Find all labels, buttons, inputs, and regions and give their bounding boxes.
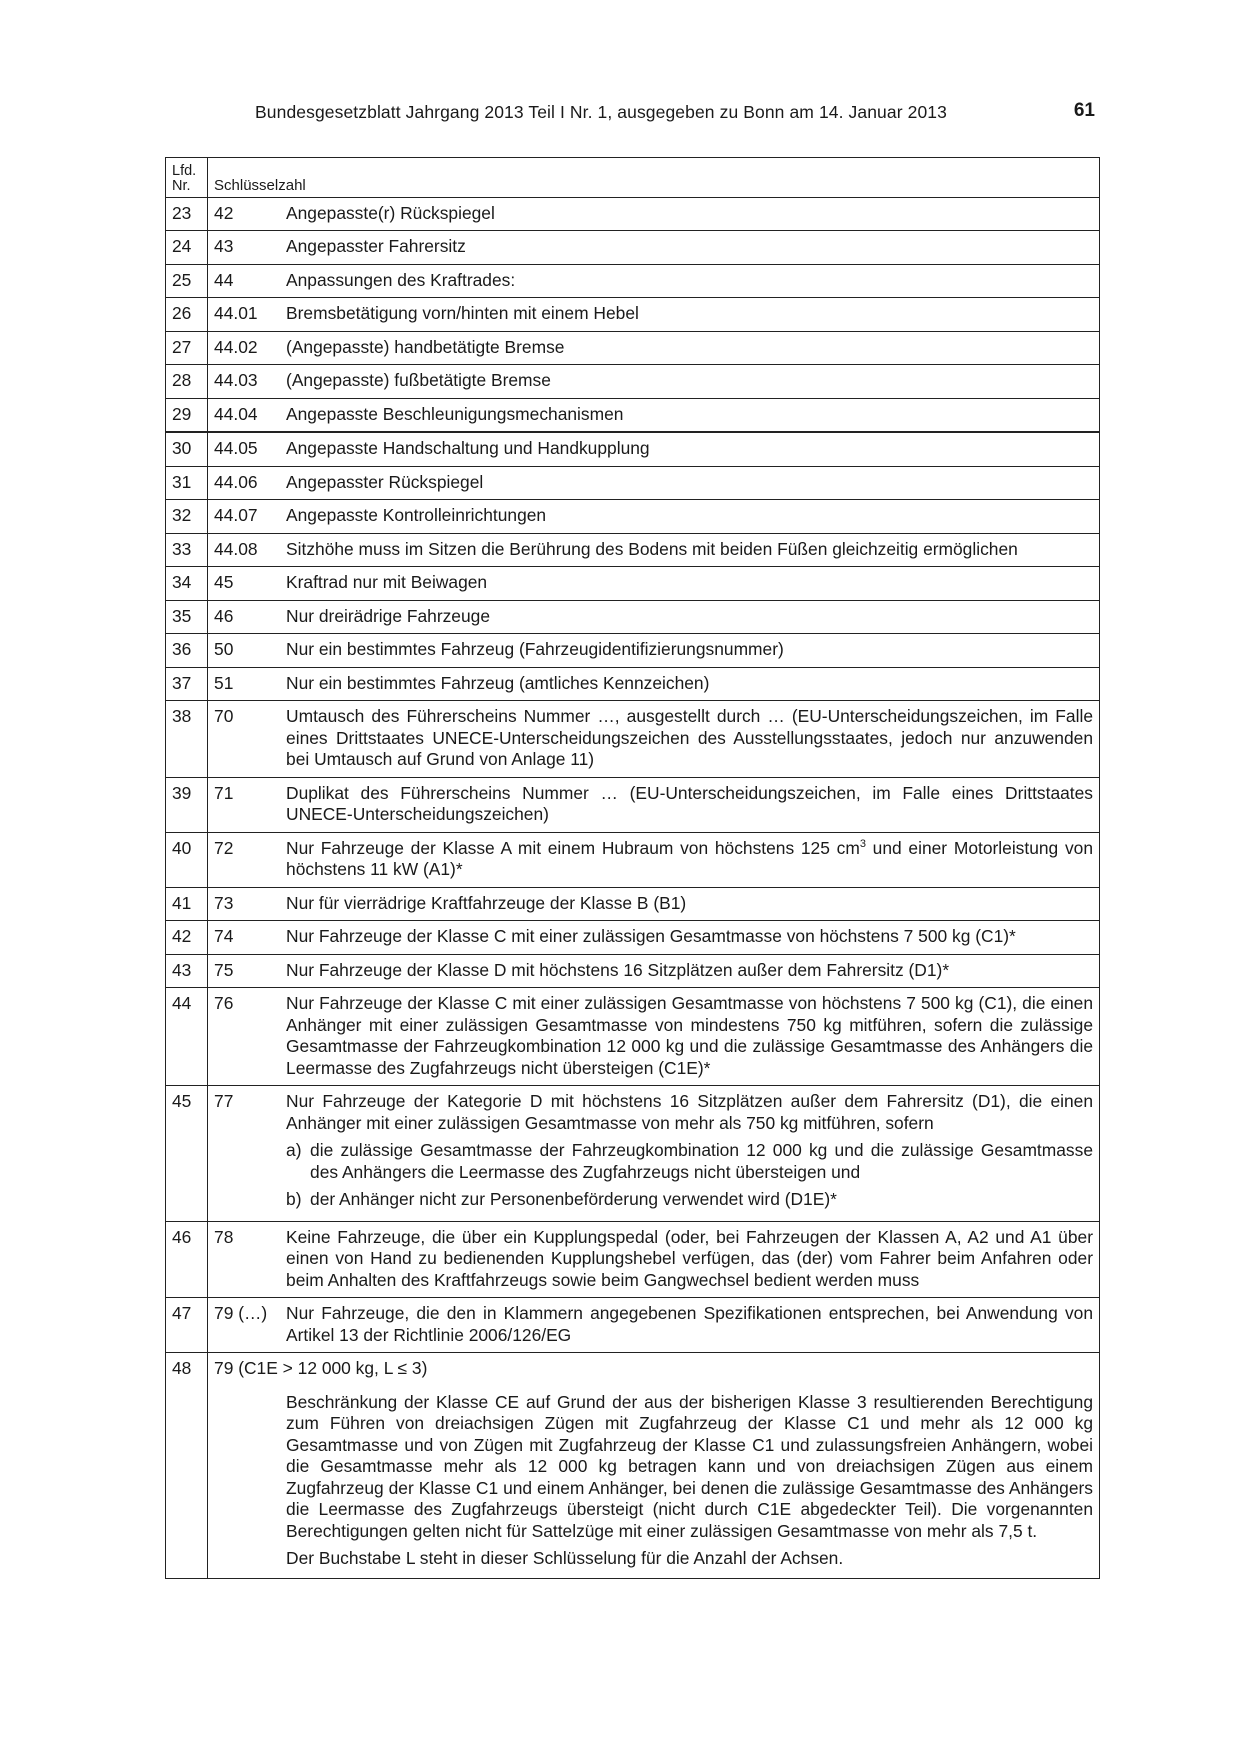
page-header xyxy=(165,100,1095,126)
key-number: 44.05 xyxy=(214,438,258,458)
key-number-cell xyxy=(208,264,1100,298)
key-number: 45 xyxy=(214,572,234,592)
description-text: Angepasste Beschleunigungsmechanismen xyxy=(286,403,624,424)
key-number: 46 xyxy=(214,605,234,626)
description-text: Duplikat des Führerscheins Nummer … (EU-Unterscheidungszeichen, im Falle eines Drittstaates UNECE-Unterscheidungszeichen) xyxy=(286,782,1093,824)
key-number-cell xyxy=(208,1221,1100,1298)
table-row xyxy=(166,533,1100,567)
key-number: 78 xyxy=(214,1226,234,1247)
description-text: Angepasste Handschaltung und Handkupplung xyxy=(286,438,650,458)
key-number-cell xyxy=(208,701,1100,778)
key-number-table xyxy=(165,157,1100,1579)
description-text: Angepasste(r) Rückspiegel xyxy=(286,202,495,223)
key-number-cell xyxy=(208,500,1100,534)
row-number-cell: 40 xyxy=(166,832,208,887)
row-number-cell: 28 xyxy=(166,365,208,399)
key-number-cell xyxy=(208,197,1100,231)
key-number-cell xyxy=(208,1086,1100,1222)
key-number: 76 xyxy=(214,993,234,1013)
key-description xyxy=(286,668,1099,701)
description-text: Anpassungen des Kraftrades: xyxy=(286,269,516,290)
row-number-cell: 31 xyxy=(166,466,208,500)
key-description xyxy=(286,1298,1099,1352)
key-number: 72 xyxy=(214,837,234,858)
row-number-cell: 47 xyxy=(166,1298,208,1353)
description-text: Nur Fahrzeuge der Kategorie D mit höchstens 16 Sitzplätzen außer dem Fahrersitz (D1), die einen Anhänger mit einer zulässigen Gesamtmasse von mehr als 750 kg mitführen, sofern xyxy=(286,1091,1093,1133)
description-text: Angepasste Kontrolleinrichtungen xyxy=(286,505,547,525)
table-row xyxy=(166,667,1100,701)
row-number-cell: 39 xyxy=(166,777,208,832)
table-row xyxy=(166,600,1100,634)
row-number-cell: 38 xyxy=(166,701,208,778)
key-number-cell xyxy=(208,887,1100,921)
description-text: Nur Fahrzeuge der Klasse A mit einem Hubraum von höchstens 125 cm xyxy=(286,837,860,858)
key-number-cell xyxy=(208,1298,1100,1353)
description-text: Sitzhöhe muss im Sitzen die Berührung des Bodens mit beiden Füßen gleichzeitig ermöglichen xyxy=(286,538,1018,559)
row-number-cell: 32 xyxy=(166,500,208,534)
description-text: Nur Fahrzeuge der Klasse C mit einer zulässigen Gesamtmasse von höchstens 7 500 kg (C1)* xyxy=(286,926,1016,946)
key-description xyxy=(286,433,1099,466)
key-description xyxy=(286,833,1099,887)
table-row xyxy=(166,634,1100,668)
description-text: Umtausch des Führerscheins Nummer …, ausgestellt durch … (EU-Unterscheidungszeichen, im Falle eines Drittstaates UNECE-Unterscheidungszeichen des Ausstellungsstaates, jedoch nur anzuwenden bei Umtausch auf Grund von Anlage 11) xyxy=(286,706,1093,769)
row-number-cell: 26 xyxy=(166,298,208,332)
key-number-cell xyxy=(208,600,1100,634)
key-number: 44.08 xyxy=(214,538,258,559)
row-number-cell: 41 xyxy=(166,887,208,921)
key-number: 42 xyxy=(214,202,234,223)
key-description xyxy=(286,332,1099,365)
row-number-cell: 43 xyxy=(166,954,208,988)
row-number-cell: 46 xyxy=(166,1221,208,1298)
key-description xyxy=(286,567,1099,600)
table-row xyxy=(166,264,1100,298)
description-text: Bremsbetätigung vorn/hinten mit einem Hebel xyxy=(286,303,639,323)
key-number: 44.02 xyxy=(214,336,258,357)
description-text: Nur Fahrzeuge der Klasse C mit einer zulässigen Gesamtmasse von höchstens 7 500 kg (C1), die einen Anhänger mit einer zulässigen Gesamtmasse von mindestens 750 kg mitführen, sofern die zulässige Gesamtmasse der Fahrzeugkombination 12 000 kg und die zulässige Gesamtmasse des Anhängers die Leermasse des Zugfahrzeugs nicht übersteigen (C1E)* xyxy=(286,993,1093,1078)
column-header-lfd-line1: Lfd. xyxy=(172,163,197,179)
key-number-cell xyxy=(208,988,1100,1086)
key-number: 51 xyxy=(214,672,234,693)
key-number-cell xyxy=(208,298,1100,332)
table-row xyxy=(166,298,1100,332)
key-number-cell xyxy=(208,331,1100,365)
table-row xyxy=(166,432,1100,466)
table-row xyxy=(166,331,1100,365)
row-number-cell: 29 xyxy=(166,398,208,432)
table-row xyxy=(166,466,1100,500)
description-text: Nur ein bestimmtes Fahrzeug (amtliches Kennzeichen) xyxy=(286,672,710,693)
description-text: Nur Fahrzeuge der Klasse D mit höchstens 16 Sitzplätzen außer dem Fahrersitz (D1)* xyxy=(286,959,950,980)
key-number-cell xyxy=(208,432,1100,466)
table-row xyxy=(166,365,1100,399)
table-row xyxy=(166,832,1100,887)
row-number-cell: 25 xyxy=(166,264,208,298)
row-number-cell: 35 xyxy=(166,600,208,634)
table-row xyxy=(166,954,1100,988)
key-description xyxy=(286,298,1099,331)
key-description xyxy=(286,778,1099,832)
key-number: 44.07 xyxy=(214,505,258,525)
key-number: 71 xyxy=(214,782,234,803)
row-number-cell: 24 xyxy=(166,231,208,265)
list-item-label: a) xyxy=(286,1140,302,1160)
description-text: Keine Fahrzeuge, die über ein Kupplungspedal (oder, bei Fahrzeugen der Klassen A, A2 und A1 über einen von Hand zu bedienenden Kupplungshebel verfügen, das (der) vom Fahrer beim Anfahren oder beim Anhalten des Kraftfahrzeugs sowie beim Gangwechsel bedient werden muss xyxy=(286,1226,1093,1290)
description-text: (Angepasste) handbetätigte Bremse xyxy=(286,336,565,357)
list-item-text: die zulässige Gesamtmasse der Fahrzeugkombination 12 000 kg und die zulässige Gesamtmasse des Anhängers die Leermasse des Zugfahrzeugs nicht übersteigen und xyxy=(310,1140,1093,1182)
description-text: Angepasster Rückspiegel xyxy=(286,471,484,492)
key-number: 44.01 xyxy=(214,303,258,323)
key-number: 44.04 xyxy=(214,403,258,424)
row-number-cell: 44 xyxy=(166,988,208,1086)
key-description xyxy=(286,467,1099,500)
key-number: 44.03 xyxy=(214,370,258,390)
key-description xyxy=(286,1086,1099,1221)
description-text: Nur Fahrzeuge, die den in Klammern angegebenen Spezifikationen entsprechen, bei Anwendung von Artikel 13 der Richtlinie 2006/126/EG xyxy=(286,1303,1093,1345)
description-text: (Angepasste) fußbetätigte Bremse xyxy=(286,370,551,390)
description-text: Kraftrad nur mit Beiwagen xyxy=(286,572,488,592)
key-number-cell xyxy=(208,533,1100,567)
key-description xyxy=(286,265,1099,298)
row-number-cell: 27 xyxy=(166,331,208,365)
key-number-cell xyxy=(208,832,1100,887)
column-header-lfd-nr xyxy=(166,158,208,198)
key-description xyxy=(286,198,1099,231)
key-number: 79 (…) xyxy=(214,1303,268,1323)
key-number: 77 xyxy=(214,1091,234,1111)
key-description xyxy=(286,399,1099,432)
row-number-cell: 33 xyxy=(166,533,208,567)
key-number-cell xyxy=(208,954,1100,988)
key-description xyxy=(286,1222,1099,1298)
description-text: Nur für vierrädrige Kraftfahrzeuge der Klasse B (B1) xyxy=(286,892,687,913)
key-number: 70 xyxy=(214,706,234,726)
description-text: Nur ein bestimmtes Fahrzeug (Fahrzeugidentifizierungsnummer) xyxy=(286,639,784,659)
table-header-row xyxy=(166,158,1100,198)
description-paragraph: Der Buchstabe L steht in dieser Schlüsselung für die Anzahl der Achsen. xyxy=(286,1548,844,1568)
key-description xyxy=(286,601,1099,634)
key-description xyxy=(286,921,1099,954)
column-header-schluesselzahl: Schlüsselzahl xyxy=(208,158,1100,198)
table-row xyxy=(166,1353,1100,1579)
table-row xyxy=(166,567,1100,601)
key-description xyxy=(286,500,1099,533)
table-row xyxy=(166,1298,1100,1353)
key-description xyxy=(286,365,1099,398)
table-row xyxy=(166,1221,1100,1298)
key-number-cell xyxy=(208,567,1100,601)
key-number: 50 xyxy=(214,639,234,659)
table-row xyxy=(166,988,1100,1086)
list-item xyxy=(286,1140,1093,1183)
key-number-cell xyxy=(208,466,1100,500)
list-item xyxy=(286,1189,1093,1211)
key-number: 44 xyxy=(214,269,234,290)
row-number-cell: 34 xyxy=(166,567,208,601)
key-description xyxy=(286,701,1099,777)
table-row xyxy=(166,197,1100,231)
key-number: 74 xyxy=(214,926,234,946)
key-number: 44.06 xyxy=(214,471,258,492)
table-row xyxy=(166,701,1100,778)
key-number-cell xyxy=(208,365,1100,399)
table-row xyxy=(166,398,1100,432)
key-number: 75 xyxy=(214,959,234,980)
table-body xyxy=(166,158,1100,1579)
table-row xyxy=(166,1086,1100,1222)
key-description xyxy=(286,955,1099,988)
key-number-cell xyxy=(208,634,1100,668)
key-description xyxy=(286,988,1099,1085)
key-number: 73 xyxy=(214,892,234,913)
row-number-cell: 48 xyxy=(166,1353,208,1579)
row-number-cell: 23 xyxy=(166,197,208,231)
table-row xyxy=(166,500,1100,534)
page-number: 61 xyxy=(1073,100,1095,121)
description-text: und einer Motorleistung von höchstens 11 kW (A1)* xyxy=(286,837,1093,879)
key-description xyxy=(286,231,1099,264)
table-row xyxy=(166,921,1100,955)
key-number: 79 (C1E > 12 000 kg, L ≤ 3) xyxy=(214,1358,428,1378)
table-row xyxy=(166,777,1100,832)
key-description xyxy=(286,534,1099,567)
row-number-cell: 42 xyxy=(166,921,208,955)
key-number-cell xyxy=(208,398,1100,432)
row-number-cell: 30 xyxy=(166,432,208,466)
column-header-lfd-line2: Nr. xyxy=(172,178,191,194)
list-item-text: der Anhänger nicht zur Personenbeförderung verwendet wird (D1E)* xyxy=(310,1189,837,1209)
key-description xyxy=(286,634,1099,667)
row-number-cell: 36 xyxy=(166,634,208,668)
table-row xyxy=(166,887,1100,921)
description-paragraph: Beschränkung der Klasse CE auf Grund der aus der bisherigen Klasse 3 resultierenden Berechtigung zum Führen von dreiachsigen Zügen mit Zugfahrzeug der Klasse C1 und mehr als 12 000 kg Gesamtmasse und von Zügen mit Zugfahrzeug der Klasse C1 und zulassungsfreien Anhängern, wobei die Gesamtmasse mehr als 12 000 kg betragen kann und von dreiachsigen Zügen aus einem Zugfahrzeug der Klasse C1 und einem Anhänger, bei denen die zulässige Gesamtmasse des Anhängers die Leermasse des Zugfahrzeugs übersteigt (nicht durch C1E abgedeckter Teil). Die vorgenannten Berechtigungen gelten nicht für Sattelzüge mit einer zulässigen Gesamtmasse von mehr als 7,5 t. xyxy=(286,1391,1093,1541)
key-number-cell xyxy=(208,777,1100,832)
key-number-cell xyxy=(208,921,1100,955)
table-row xyxy=(166,231,1100,265)
key-number-cell xyxy=(208,231,1100,265)
key-number: 43 xyxy=(214,236,234,256)
row-number-cell: 45 xyxy=(166,1086,208,1222)
key-description xyxy=(286,888,1099,921)
row-number-cell: 37 xyxy=(166,667,208,701)
description-text: Nur dreirädrige Fahrzeuge xyxy=(286,605,490,626)
key-description xyxy=(286,1380,1099,1578)
list-item-label: b) xyxy=(286,1189,302,1209)
running-title: Bundesgesetzblatt Jahrgang 2013 Teil I Nr. 1, ausgegeben zu Bonn am 14. Januar 2013 xyxy=(255,102,947,122)
superscript: 3 xyxy=(859,837,866,850)
description-text: Angepasster Fahrersitz xyxy=(286,236,466,256)
key-number-cell xyxy=(208,667,1100,701)
key-number-cell xyxy=(208,1353,1100,1579)
